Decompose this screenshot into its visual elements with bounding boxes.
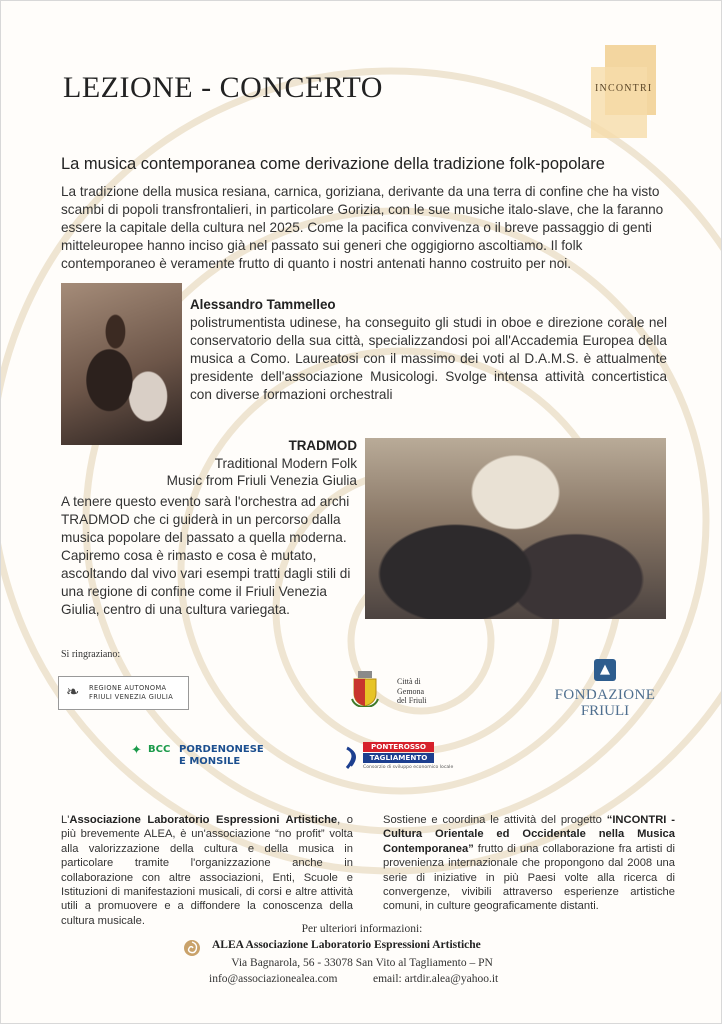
photo-drummer: [61, 283, 182, 445]
gemona-logo: [339, 661, 449, 721]
gemona-logo-line-2: Gemona: [397, 686, 425, 696]
page-title: LEZIONE - CONCERTO: [63, 71, 383, 104]
fondazione-icon: ▲: [594, 659, 616, 681]
footer-about-project: [383, 813, 675, 914]
incontri-logo: [591, 45, 656, 138]
contacts-email-1[interactable]: info@associazionealea.com: [209, 973, 338, 985]
contacts-heading: Per ulteriori informazioni:: [301, 923, 423, 935]
ponterosso-logo-line-1: PONTEROSSO: [363, 742, 434, 752]
bcc-icon: ✦: [131, 743, 142, 758]
eagle-icon: ❧: [66, 682, 80, 701]
footer-right-text-pre: Sostiene e coordina le attività del progetto: [383, 814, 607, 826]
gemona-logo-line-3: del Friuli: [397, 696, 427, 705]
event-subtitle: La musica contemporanea come derivazione della tradizione folk-popolare: [61, 155, 605, 173]
person-bio: polistrumentista udinese, ha conseguito gli studi in oboe e direzione corale nel conservatorio della sua città, specializzandosi poi all'Accademia Europea della musica a Como. Laureatosi con il massimo dei voti al D.A.M.S. è attualmente presidente dell'associazione Musicologi. Svolge intensa attività concertistica con diverse formazioni orchestrali: [190, 315, 667, 402]
bcc-logo-line-1: PORDENONESE: [179, 744, 264, 755]
fondazione-logo-line-2: FRIULI: [580, 703, 630, 719]
bcc-logo-prefix: BCC: [148, 744, 171, 755]
regione-logo-line-2: FRIULI VENEZIA GIULIA: [89, 693, 174, 701]
fondazione-friuli-logo: [549, 657, 661, 737]
bcc-logo-line-2: E MONSILE: [179, 756, 241, 767]
ensemble-description: A tenere questo evento sarà l'orchestra ad archi TRADMOD che ci guiderà in un percorso dalla musica popolare del passato a quella moderna. Capiremo cosa è rimasto e cosa è mutato, ascoltando dal vivo vari esempi tratti dagli stili di una regione di confine come il Friuli Venezia Giulia, centro di una cultura variegata.: [61, 494, 351, 617]
ensemble-tagline-2: Music from Friuli Venezia Giulia: [166, 473, 357, 488]
incontri-logo-label: INCONTRI: [595, 83, 653, 94]
coat-of-arms-icon: [351, 669, 379, 707]
thanks-label: Si ringraziano:: [61, 649, 121, 660]
ponterosso-logo: [345, 742, 454, 776]
gemona-logo-line-1: Città di: [397, 677, 421, 686]
footer-about-alea: [61, 813, 353, 928]
bcc-logo: [131, 742, 271, 772]
person-name: Alessandro Tammelleo: [190, 297, 336, 312]
intro-paragraph: La tradizione della musica resiana, carnica, goriziana, derivante da una terra di confine che ha visto scambi di popoli transfrontalieri, in particolare Gorizia, con le sue musiche italo-slave, che la faranno essere la capitale della cultura nel 2025. Come la pacifica convivenza o il breve passaggio di genti mitteleuropee hanno inciso già nel passato sui generi che oggigiorno ascoltiamo. Il folk contemporaneo è veramente frutto di quanto i nostri antenati hanno costruito per noi.: [61, 184, 664, 271]
ensemble-tagline-1: Traditional Modern Folk: [214, 456, 357, 471]
contacts-org-name: ALEA Associazione Laboratorio Espressioni Artistiche: [212, 939, 481, 951]
footer-right-text-post: frutto di una collaborazione fra artisti di provenienza internazionale che propongono dal 2008 una serie di iniziative in più Paesi volte alla ricerca di convergenze, vivibili attraverso esperienze artistiche comuni, in culture geograficamente distanti.: [383, 842, 675, 913]
alea-swirl-icon: [182, 938, 202, 958]
regione-fvg-logo: [58, 676, 189, 710]
ponterosso-logo-line-2: TAGLIAMENTO: [363, 753, 434, 763]
footer-left-text-pre: L': [61, 814, 70, 826]
fondazione-logo-line-1: FONDAZIONE: [554, 687, 656, 703]
regione-logo-line-1: REGIONE AUTONOMA: [89, 684, 167, 692]
contacts-email-2[interactable]: email: artdir.alea@yahoo.it: [373, 973, 499, 985]
footer-right-bold: “INCONTRI - Cultura Orientale ed Occidentale nella Musica Contemporanea”: [383, 814, 675, 855]
ponterosso-tagline: Consorzio di sviluppo economico locale: [363, 765, 454, 770]
photo-orchestra: [365, 438, 666, 619]
footer-left-text-post: , o più brevemente ALEA, è un'associazione “no profit” volta alla valorizzazione della cultura e della musica in particolare tramite l'organizzazione anche in collaborazione con altre associazioni, Enti, Scuole e Istituzioni di manifestazioni musicali, di corsi e altre attività utili a promuovere e a diffondere la conoscenza della cultura musicale.: [61, 814, 353, 927]
ponterosso-icon: [345, 744, 361, 772]
ensemble-heading: [61, 437, 357, 489]
ensemble-name: TRADMOD: [288, 438, 357, 453]
footer-left-bold: Associazione Laboratorio Espressioni Artistiche: [69, 814, 338, 826]
contacts-address: Via Bagnarola, 56 - 33078 San Vito al Tagliamento – PN: [231, 957, 493, 969]
